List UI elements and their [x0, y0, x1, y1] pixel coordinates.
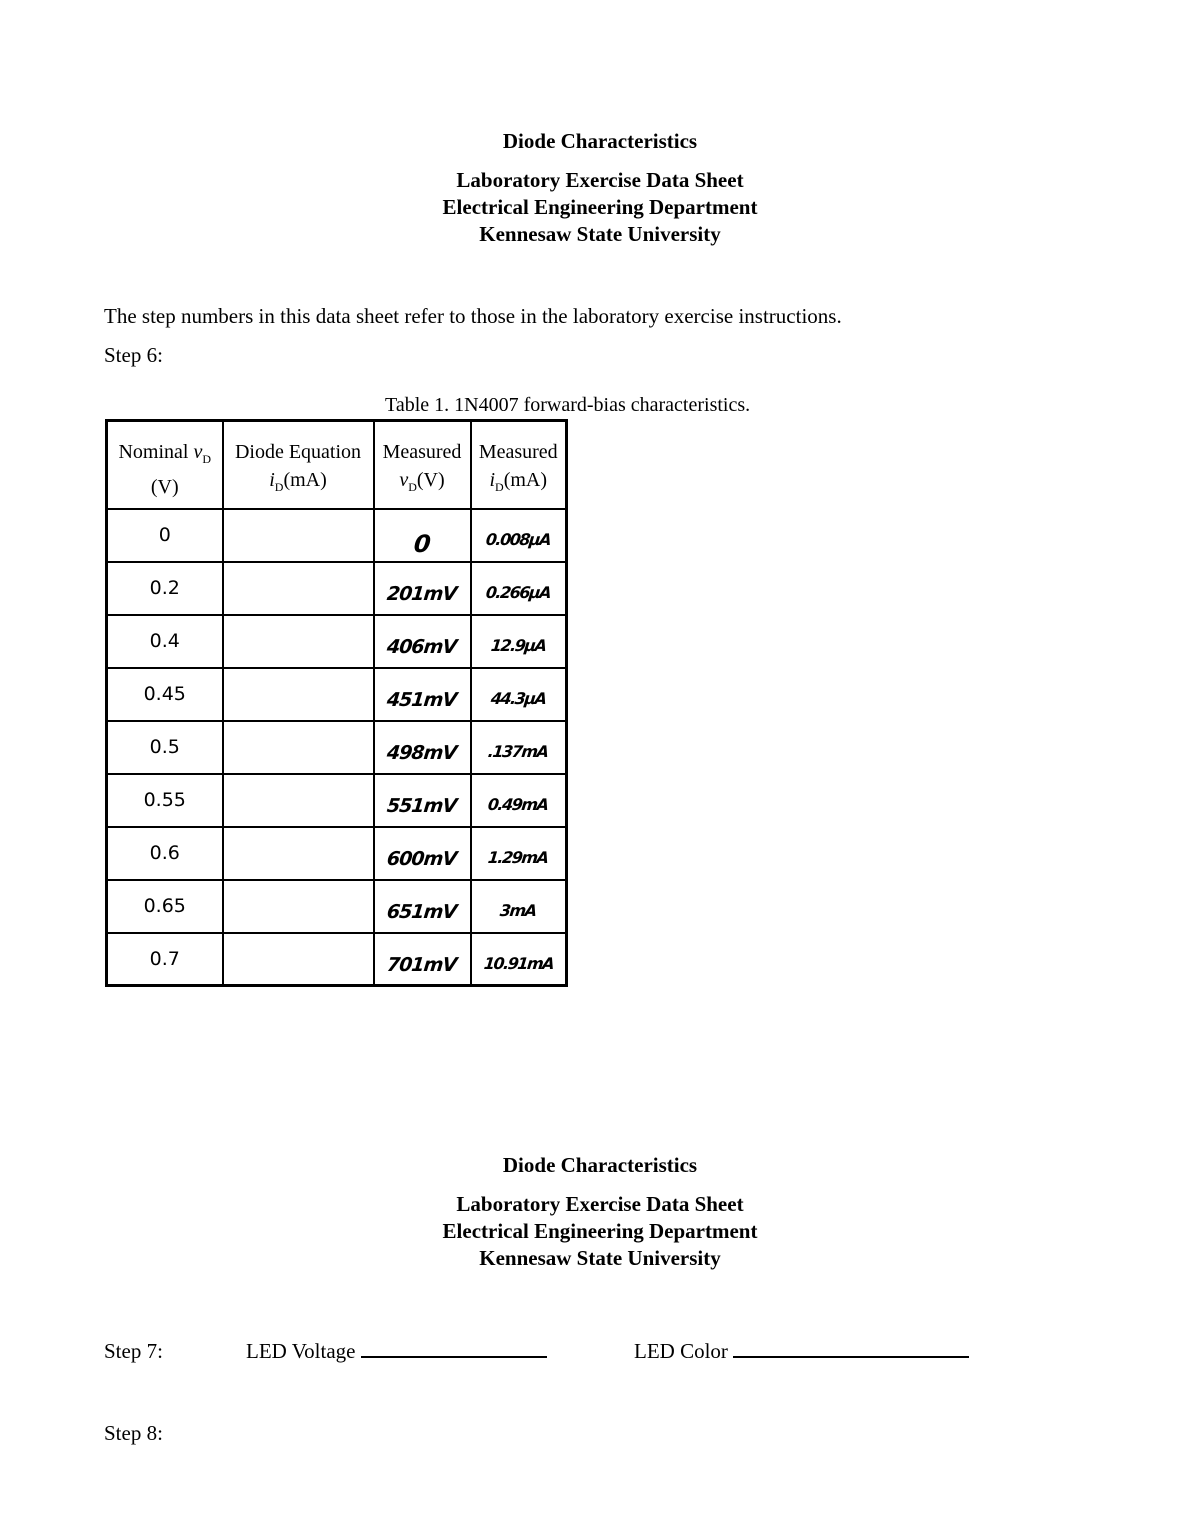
table-row: [107, 933, 567, 986]
measured-vd-cell: [374, 933, 471, 986]
diode-equation-cell: [223, 880, 374, 933]
nominal-vd-cell: 0.4: [107, 615, 223, 668]
table-row: [107, 668, 567, 721]
handwritten-value: 451mV: [386, 688, 458, 711]
table-row: [107, 774, 567, 827]
measured-id-cell: [471, 721, 567, 774]
step-8-label: Step 8:: [104, 1421, 163, 1445]
handwritten-value: 3mA: [499, 900, 538, 920]
measured-vd-cell: [374, 668, 471, 721]
measured-vd-cell: [374, 509, 471, 562]
nominal-vd-cell: 0.2: [107, 562, 223, 615]
measured-id-cell: [471, 509, 567, 562]
handwritten-value: 600mV: [386, 847, 458, 870]
measured-vd-cell: [374, 774, 471, 827]
measured-vd-cell: [374, 827, 471, 880]
table-row: [107, 509, 567, 562]
handwritten-value: 651mV: [386, 900, 458, 923]
header-department: Electrical Engineering Department: [442, 1219, 758, 1243]
nominal-vd-cell: 0.45: [107, 668, 223, 721]
measured-vd-cell: [374, 615, 471, 668]
handwritten-value: 406mV: [386, 635, 458, 658]
table-row: [107, 615, 567, 668]
forward-bias-table: [105, 419, 568, 987]
led-color-field: [634, 1339, 969, 1364]
page-header-1: [0, 128, 1200, 248]
document-title: Diode Characteristics: [502, 129, 698, 153]
led-voltage-label: LED Voltage: [246, 1339, 356, 1363]
led-voltage-blank[interactable]: [361, 1356, 547, 1358]
diode-equation-cell: [223, 509, 374, 562]
measured-id-cell: [471, 668, 567, 721]
diode-equation-cell: [223, 668, 374, 721]
handwritten-value: 1.29mA: [487, 847, 550, 867]
nominal-vd-cell: 0.5: [107, 721, 223, 774]
measured-id-cell: [471, 880, 567, 933]
header-subtitle: Laboratory Exercise Data Sheet: [456, 168, 744, 192]
measured-vd-cell: [374, 880, 471, 933]
step-7-label: Step 7:: [104, 1339, 163, 1363]
nominal-vd-cell: 0.55: [107, 774, 223, 827]
measured-id-cell: [471, 562, 567, 615]
table-header-row: [107, 421, 567, 509]
header-university: Kennesaw State University: [479, 1246, 721, 1270]
header-measured-vd: Measured $v_D(V)$: [374, 421, 471, 509]
handwritten-value: 12.9μA: [489, 635, 547, 655]
measured-id-cell: [471, 615, 567, 668]
header-nominal-vd: Nominal $v_D$ (V): [107, 421, 223, 509]
table-caption: Table 1. 1N4007 forward-bias characteristics.: [385, 394, 751, 416]
handwritten-value: 0.266μA: [485, 582, 552, 602]
diode-equation-cell: [223, 774, 374, 827]
measured-id-cell: [471, 827, 567, 880]
measured-vd-cell: [374, 562, 471, 615]
diode-equation-cell: [223, 615, 374, 668]
header-university: Kennesaw State University: [479, 222, 721, 246]
header-department: Electrical Engineering Department: [442, 195, 758, 219]
intro-text: The step numbers in this data sheet refer to those in the laboratory exercise instructions.: [104, 304, 842, 328]
table-row: [107, 721, 567, 774]
table-row: [107, 827, 567, 880]
header-measured-id: Measured $i_D(mA)$: [471, 421, 567, 509]
handwritten-value: 44.3μA: [489, 688, 547, 708]
measured-vd-cell: [374, 721, 471, 774]
table-row: [107, 880, 567, 933]
handwritten-value: 0.49mA: [487, 794, 550, 814]
measured-id-cell: [471, 933, 567, 986]
handwritten-value: 551mV: [386, 794, 458, 817]
page-header-2: [0, 1152, 1200, 1272]
diode-equation-cell: [223, 562, 374, 615]
led-voltage-field: [246, 1339, 547, 1364]
table-row: [107, 562, 567, 615]
handwritten-value: 701mV: [386, 953, 458, 976]
diode-equation-cell: [223, 933, 374, 986]
measured-id-cell: [471, 774, 567, 827]
diode-equation-cell: [223, 721, 374, 774]
diode-equation-cell: [223, 827, 374, 880]
nominal-vd-cell: 0: [107, 509, 223, 562]
handwritten-value: 498mV: [386, 741, 458, 764]
handwritten-value: 0.008μA: [485, 529, 552, 549]
handwritten-value: .137mA: [487, 741, 550, 761]
handwritten-value: 10.91mA: [482, 953, 554, 973]
led-color-label: LED Color: [634, 1339, 728, 1363]
header-subtitle: Laboratory Exercise Data Sheet: [456, 1192, 744, 1216]
nominal-vd-cell: 0.65: [107, 880, 223, 933]
header-diode-equation-id: Diode Equation $i_D(mA)$: [223, 421, 374, 509]
nominal-vd-cell: 0.7: [107, 933, 223, 986]
handwritten-value: 201mV: [386, 582, 458, 605]
step-6-label: Step 6:: [104, 343, 163, 367]
led-color-blank[interactable]: [733, 1356, 969, 1358]
nominal-vd-cell: 0.6: [107, 827, 223, 880]
document-title: Diode Characteristics: [502, 1153, 698, 1177]
handwritten-value: 0: [412, 529, 432, 558]
